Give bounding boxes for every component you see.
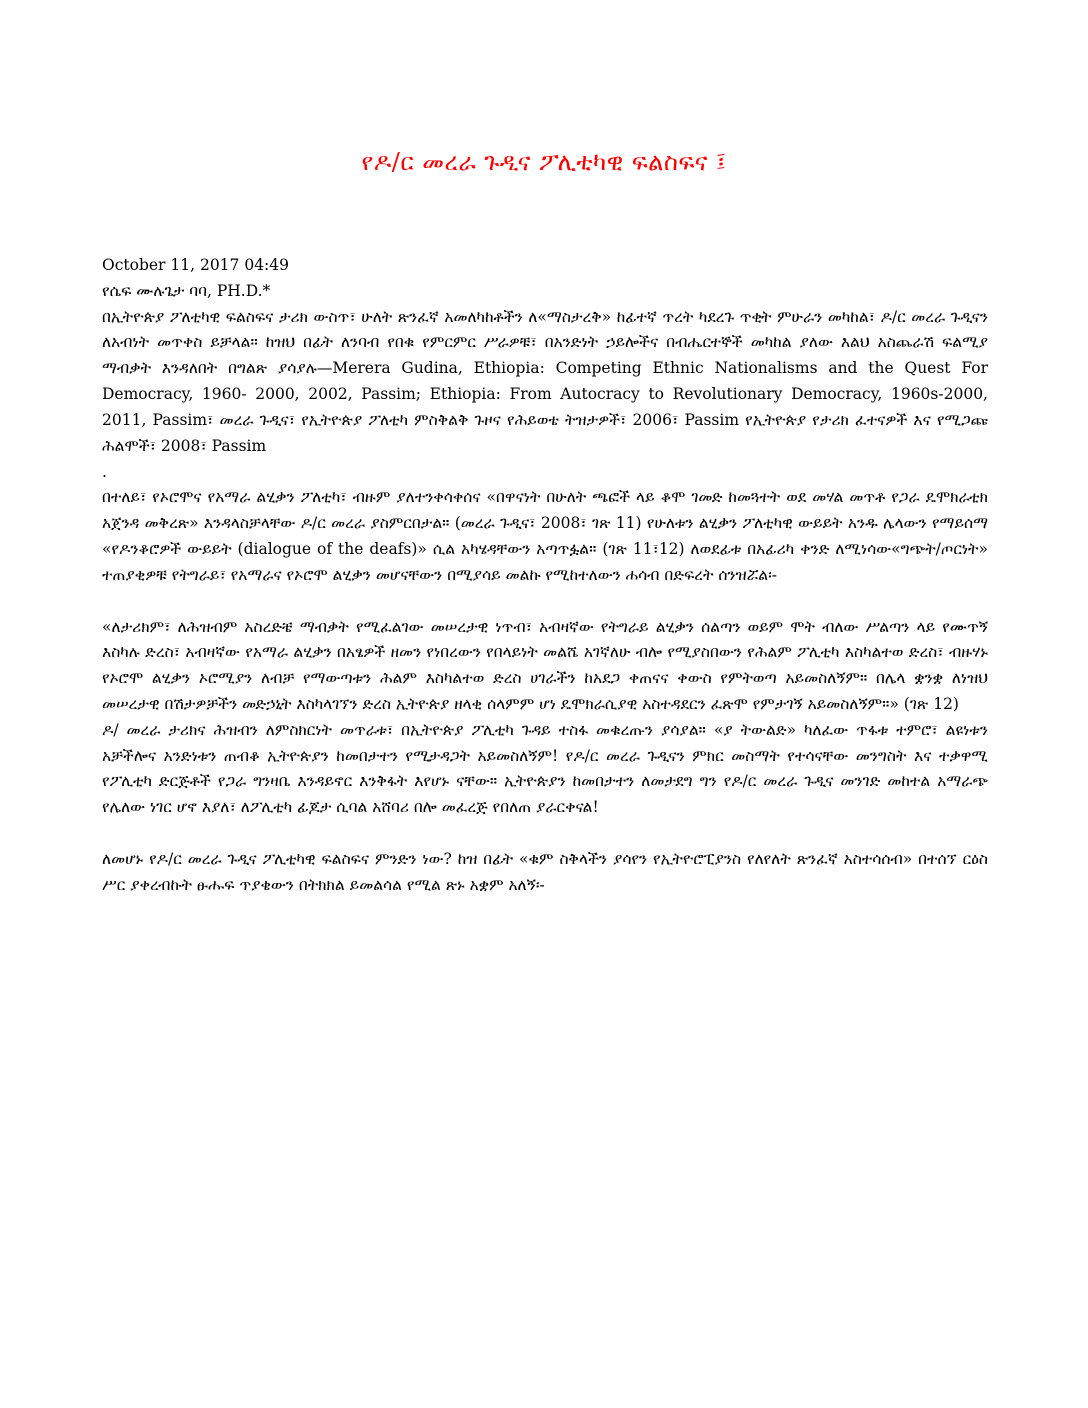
article-body (102, 253, 988, 899)
article-date: October 11, 2017 04:49 (102, 256, 289, 274)
page-title: የዶ/ር መረራ ጉዲና ፖሊቲካዊ ፍልስፍና ፤ (361, 148, 727, 176)
separator-dot: . (102, 463, 107, 482)
spacer (102, 821, 988, 847)
paragraph-commentary: ዶ/ መረራ ታሪክና ሕዝብን ለምስክርነት መጥራቱ፣ በኢትዮጵያ ፖሊቲካ ጉዳይ ተስፋ መቁረጡን ያሳያል። «ያ ትውልድ» ካለፈው ጥፋቱ ተምሮ፣ ልዩነቱን አቻችሎና አንድነቱን ጠብቆ ኢትዮጵያን ከመበታተን የሚታዳጋት አይመስለኝም! የዶ/ር መረራ ጉዲናን ምክር መስማት የተሳናቸው መንግስት እና ተቃዋሚ የፖሊቲካ ድርጅቶች የጋራ ግንዛቤ እንዳይኖር እንቅፋት እየሆኑ ናቸው። ኢትዮጵያን ከመበታተን ለመታደግ ግን የዶ/ር መረራ ጉዲና መንገድ መከተል አማራጭ የሌለው ነገር ሆኖ እያለ፣ ለፖሊቲካ ፊጆታ ሲባል አሸባሪ በሎ መፈረጅ የበለጠ ያራርቀናል! (102, 720, 988, 817)
paragraph-intro: በኢትዮጵያ ፖለቲካዊ ፍልስፍና ታሪክ ውስጥ፣ ሁለት ጽንፈኛ አመለካከቶችን ለ«ማስታረቅ» ከፊተኛ ጥረት ካደረጉ ጥቂት ምሁራን መካከል፣ ዶ/ር መረራ ጉዲናን ለአብነት መጥቀስ ይቻላል። ከዝህ በፊት ለንባብ የበቁ የምርምር ሥራዎቹ፣ በአንድነት ኃይሎችና በብሔርተኞች መካከል ያለው እልህ አስጨራሽ ፍልሚያ ማብቃት እንዳለበት በግልጽ ያሳያሉ—Merera Gudina, Ethiopia: Competing Ethnic Nationalisms and the Quest For Democracy, 1960- 2000, 2002, Passim; Ethiopia: From Autocracy to Revolutionary Democracy, 1960s-2000, 2011, Passim፣ መረራ ጉዲና፣ የኢትዮጵያ ፖለቲካ ምስቅልቅ ጉዞና የሕይወቴ ትዝታዎች፣ 2006፣ Passim የኢትዮጵያ የታሪክ ፈተናዎች እና የሚጋጩ ሕልሞች፣ 2008፣ Passim (102, 307, 988, 455)
paragraph-closing: ለመሆኑ የዶ/ር መረራ ጉዲና ፖሊቲካዊ ፍልስፍና ምንድን ነው? ከዝ በፊት «ቁም ስቅላችን ያሳየን የኢትዮሮፒያንስ የለየለት ጽንፈኛ አስተሳሰብ» በተሰኘ ርዕስ ሥር ያቀረብኩት ፁሑፍ ጥያቄውን በትክክል ይመልሳል የሚል ጽኑ አቋም አለኝ፡- (102, 849, 988, 894)
paragraph-quote: «ለታሪክም፣ ለሕዝብም አስረድቼ ማብቃት የሚፈልገው መሠረታዊ ነጥብ፣ አብዛኛው የትግራይ ልሂቃን ሰልጣን ወይም ሞት ብለው ሥልጣን ላይ የሙጥኝ እስካሉ ድረስ፣ አብዛኛው የአማራ ልሂቃን በአፄዎች ዘመን የነበረውን የበላይነት መልሼ አገኛለሁ ብሎ የሚያስበውን የሕልም ፖሊቲካ እስካልተወ ድረስ፣ ብዙሃኑ የኦሮሞ ልሂቃን ኦሮሚያን ለብቻ የማውጣቱን ሕልም እስካልተወ ድረስ ሀገራችን ከአደጋ ቀጠናና ቀውስ የምትወጣ አይመስለኝም። በሌላ ቋንቋ ለነዝህ መሠረታዊ በሽታዎቻችን መድኃኒት እስካላገኘን ድረስ ኢትዮጵያ ዘላቂ ሰላምም ሆነ ዴሞክራሲያዊ አስተዳደርን ፈጽሞ የምታገኝ አይመስለኝም።» (ገጽ 12) (102, 617, 988, 713)
spacer (102, 589, 988, 615)
article-author: የሴፍ ሙሉጌታ ባባ, PH.D.* (102, 281, 271, 300)
paragraph-elites: በተለይ፣ የኦሮሞና የአማራ ልሂቃን ፖለቲካ፣ ብዙም ያለተንቀሳቀሰና «በዋናነት በሁለት ጫፎች ላይ ቆሞ ገመድ ከመጓተት ወደ መሃል መጥቶ የጋራ ዴሞክራቲክ አጀንዳ መቅረጽ» እንዳላስቻላቸው ዶ/ር መረራ ያስምርበታል። (መረራ ጉዲና፣ 2008፣ ገጽ 11) የሁለቱን ልሂቃን ፖለቲካዊ ውይይት አንዱ ሌላውን የማይሰማ «የዶንቆሮዎች ውይይት (dialogue of the deafs)» ሲል አካሄዳቸውን አጣጥፏል። (ገጽ 11፣12) ለወደፊቱ በአፊሪካ ቀንድ ለሚነሳው«ግጭት/ጦርነት» ተጠያቂዎቹ የትግራይ፣ የአማራና የኦሮሞ ልሂቃን መሆናቸውን በሚያሳይ መልኩ የሚከተለውን ሐሳብ በድፍረት ሰንዝሯል፡- (102, 488, 988, 584)
